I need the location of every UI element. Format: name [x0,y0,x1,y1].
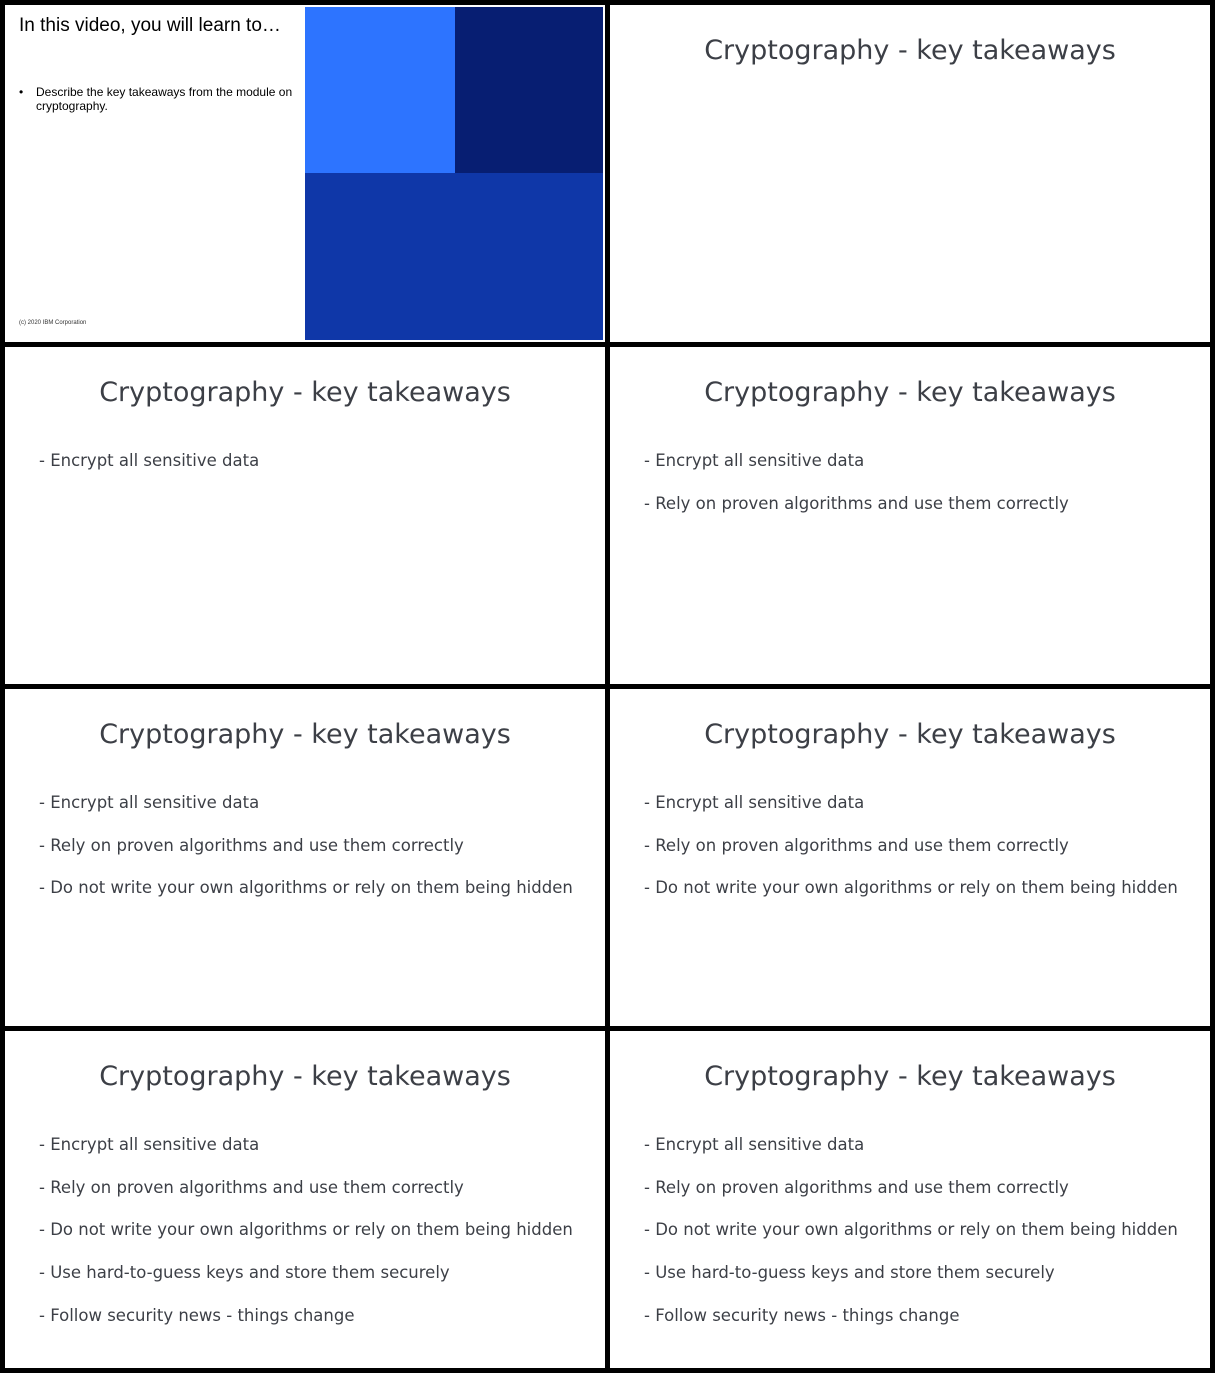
takeaway-slide [5,347,605,684]
takeaway-item: - Follow security news - things change [644,1305,960,1325]
takeaway-list [644,451,1069,536]
takeaway-slide [610,5,1210,342]
takeaway-item: - Do not write your own algorithms or rely on them being hidden [39,1220,573,1240]
slide-title: Cryptography - key takeaways [704,719,1116,750]
takeaway-item: - Encrypt all sensitive data [644,451,865,470]
takeaway-item: - Rely on proven algorithms and use them correctly [644,835,1069,855]
takeaway-item: - Encrypt all sensitive data [39,793,260,812]
takeaway-item: - Rely on proven algorithms and use them correctly [39,835,464,855]
slide-title: Cryptography - key takeaways [704,377,1116,408]
takeaway-item: - Do not write your own algorithms or rely on them being hidden [39,878,573,898]
decorative-color-blocks [305,7,603,340]
takeaway-item: - Rely on proven algorithms and use them correctly [39,1177,464,1197]
takeaway-slide [610,689,1210,1026]
slide-title: Cryptography - key takeaways [704,35,1116,66]
bottom-blue-block [305,173,603,340]
intro-heading: In this video, you will learn to… [19,15,281,36]
takeaway-slide [5,689,605,1026]
slide-title: Cryptography - key takeaways [704,1061,1116,1092]
slide-title: Cryptography - key takeaways [99,719,511,750]
slide-title: Cryptography - key takeaways [99,377,511,408]
takeaway-list [39,793,573,921]
takeaway-list [39,1135,573,1348]
copyright-footer: (c) 2020 IBM Corporation [19,320,87,326]
takeaway-list [644,793,1178,921]
intro-bullet-text: Describe the key takeaways from the module on cryptography. [36,85,293,113]
takeaway-item: - Do not write your own algorithms or rely on them being hidden [644,1220,1178,1240]
takeaway-slide [610,1031,1210,1368]
takeaway-item: - Use hard-to-guess keys and store them securely [39,1263,450,1283]
takeaway-list [39,451,259,494]
takeaway-item: - Do not write your own algorithms or rely on them being hidden [644,878,1178,898]
takeaway-item: - Encrypt all sensitive data [644,793,865,812]
intro-bullet [19,85,301,113]
takeaway-item: - Follow security news - things change [39,1305,355,1325]
takeaway-item: - Rely on proven algorithms and use them correctly [644,493,1069,513]
top-left-blue-block [305,7,455,173]
intro-slide [5,5,605,342]
takeaway-item: - Rely on proven algorithms and use them correctly [644,1177,1069,1197]
takeaway-item: - Encrypt all sensitive data [39,1135,260,1154]
takeaway-slide [5,1031,605,1368]
takeaway-list [644,1135,1178,1348]
slide-title: Cryptography - key takeaways [99,1061,511,1092]
intro-bullet-list [19,85,301,113]
takeaway-item: - Encrypt all sensitive data [39,451,260,470]
top-right-navy-block [455,7,603,173]
takeaway-item: - Encrypt all sensitive data [644,1135,865,1154]
bullet-marker: • [19,85,24,99]
takeaway-item: - Use hard-to-guess keys and store them securely [644,1263,1055,1283]
takeaway-slide [610,347,1210,684]
